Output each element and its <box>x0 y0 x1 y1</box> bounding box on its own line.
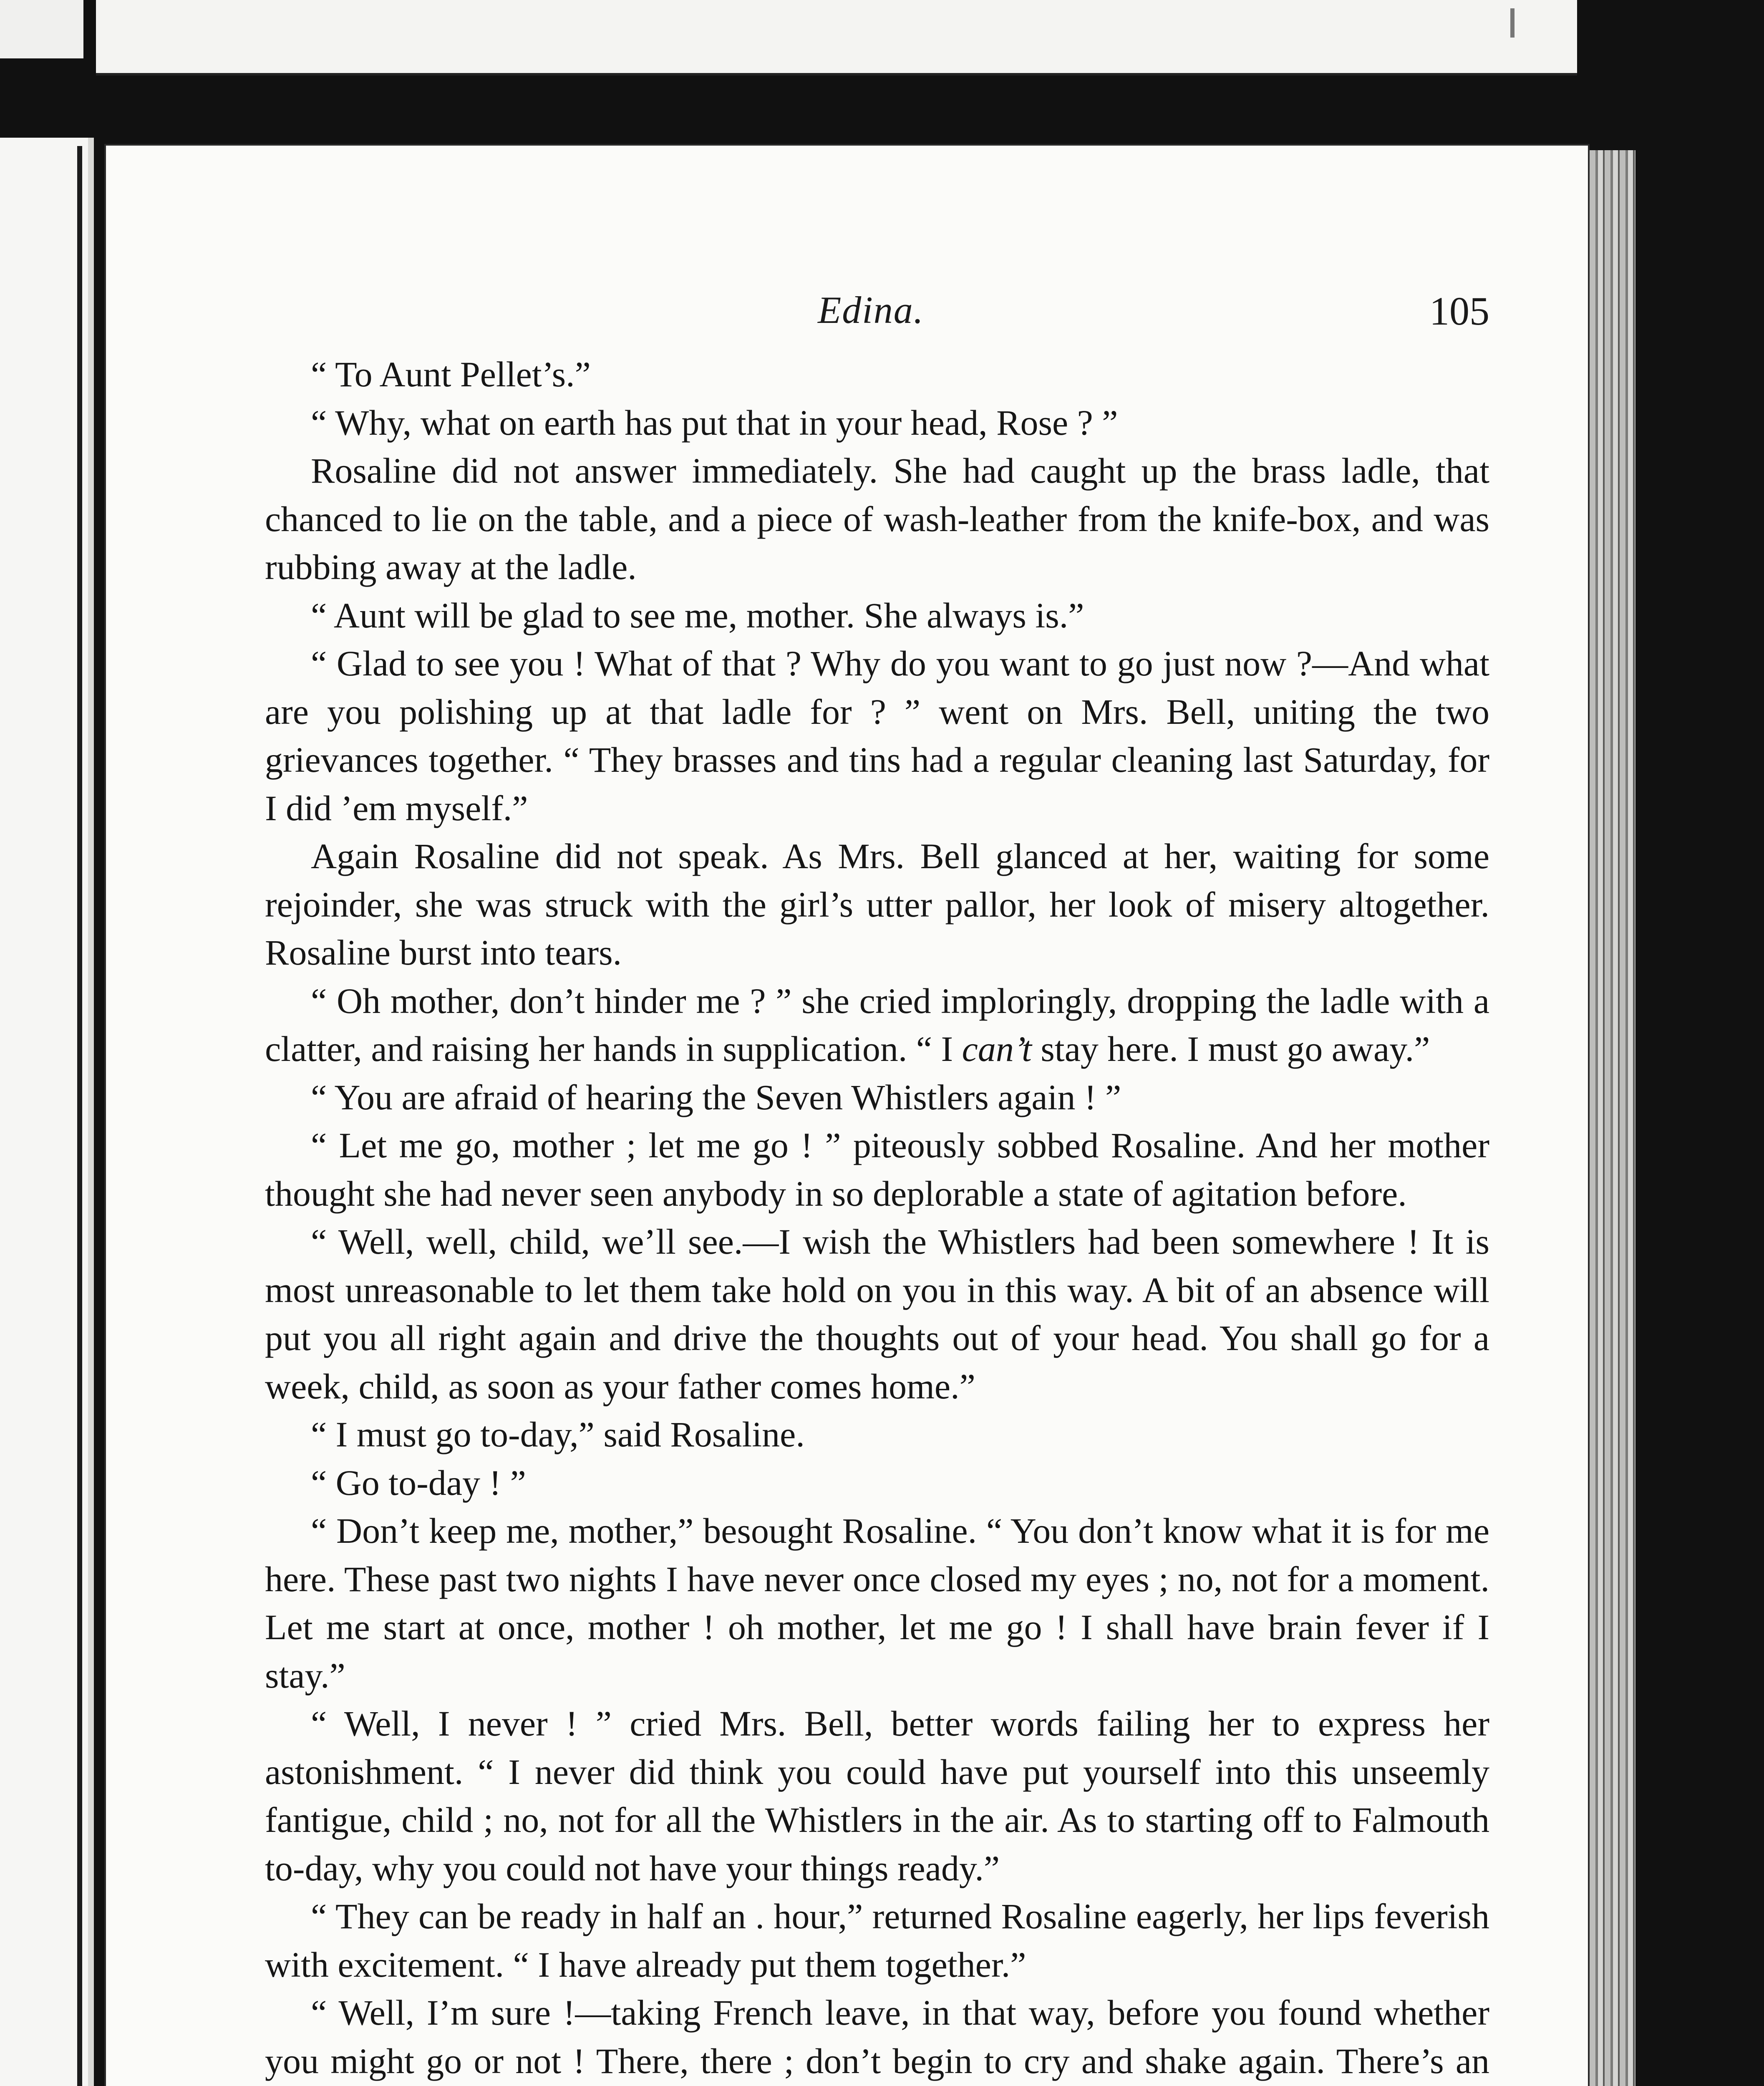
paragraph: “ Let me go, mother ; let me go ! ” piteously sobbed Rosaline. And her mother thought she had never seen anybody in so deplorable a state of agitation before. <box>265 1125 1489 1214</box>
running-title: Edina. <box>818 289 924 331</box>
paragraph: “ You are afraid of hearing the Seven Whistlers again ! ” <box>311 1077 1121 1117</box>
paragraph: “ Don’t keep me, mother,” besought Rosaline. “ You don’t know what it is for me here. These past two nights I have never once closed my eyes ; no, not for a moment. Let me start at once, mother ! oh mother, let me go ! I shall have brain fever if I stay.” <box>265 1511 1489 1696</box>
paragraph: “ Well, I’m sure !—taking French leave, in that way, before you found whether you might go or not ! There, there ; don’t begin to cry and shake again. There’s an <box>265 1993 1489 2081</box>
paragraph: “ Aunt will be glad to see me, mother. She always is.” <box>311 595 1084 635</box>
page-body-text <box>265 350 1489 2086</box>
paragraph: “ I must go to-day,” said Rosaline. <box>311 1414 805 1454</box>
page-header <box>267 288 1489 342</box>
previous-page-edge <box>96 0 1577 76</box>
page-stack-edge <box>1590 150 1635 2086</box>
paragraph: “ Oh mother, don’t hinder me ? ” she cried imploringly, dropping the ladle with a clatter, and raising her hands in supplication. “ I can’t stay here. I must go away.” <box>265 980 1489 1069</box>
page-mark <box>1510 8 1515 38</box>
paragraph: Again Rosaline did not speak. As Mrs. Bell glanced at her, waiting for some rejoinder, she was struck with the girl’s utter pallor, her look of misery altogether. Rosaline burst into tears. <box>265 836 1489 972</box>
paragraph: “ Go to-day ! ” <box>311 1462 526 1503</box>
paragraph: “ Why, what on earth has put that in your head, Rose ? ” <box>311 402 1118 443</box>
paragraph: Rosaline did not answer immediately. She had caught up the brass ladle, that chanced to lie on the table, and a piece of wash-leather from the knife-box, and was rubbing away at the ladle. <box>265 451 1489 587</box>
paragraph: “ Well, I never ! ” cried Mrs. Bell, better words failing her to express her astonishment. “ I never did think you could have put yourself into this unseemly fantigue, child ; no, not for all the Whistlers in the air. As to starting off to Falmouth to-day, why you could not have your things ready.” <box>265 1703 1489 1888</box>
page-number: 105 <box>1429 289 1489 333</box>
paragraph: “ They can be ready in half an . hour,” returned Rosaline eagerly, her lips feverish with excitement. “ I have already put them together.” <box>265 1896 1489 1985</box>
previous-page-corner <box>0 0 83 58</box>
paragraph: “ To Aunt Pellet’s.” <box>311 354 591 394</box>
paragraph: “ Glad to see you ! What of that ? Why do you want to go just now ?—And what are you polishing up at that ladle for ? ” went on Mrs. Bell, uniting the two grievances together. “ They brasses and tins had a regular cleaning last Saturday, for I did ’em myself.” <box>265 643 1489 828</box>
emphasis: can’t <box>962 1029 1032 1069</box>
facing-page-edge <box>88 138 94 2086</box>
paragraph: “ Well, well, child, we’ll see.—I wish the Whistlers had been somewhere ! It is most unreasonable to let them take hold on you in this way. A bit of an absence will put you all right again and drive the thoughts out of your head. You shall go for a week, child, as soon as your father comes home.” <box>265 1222 1489 1406</box>
gutter-shadow <box>77 146 82 2086</box>
